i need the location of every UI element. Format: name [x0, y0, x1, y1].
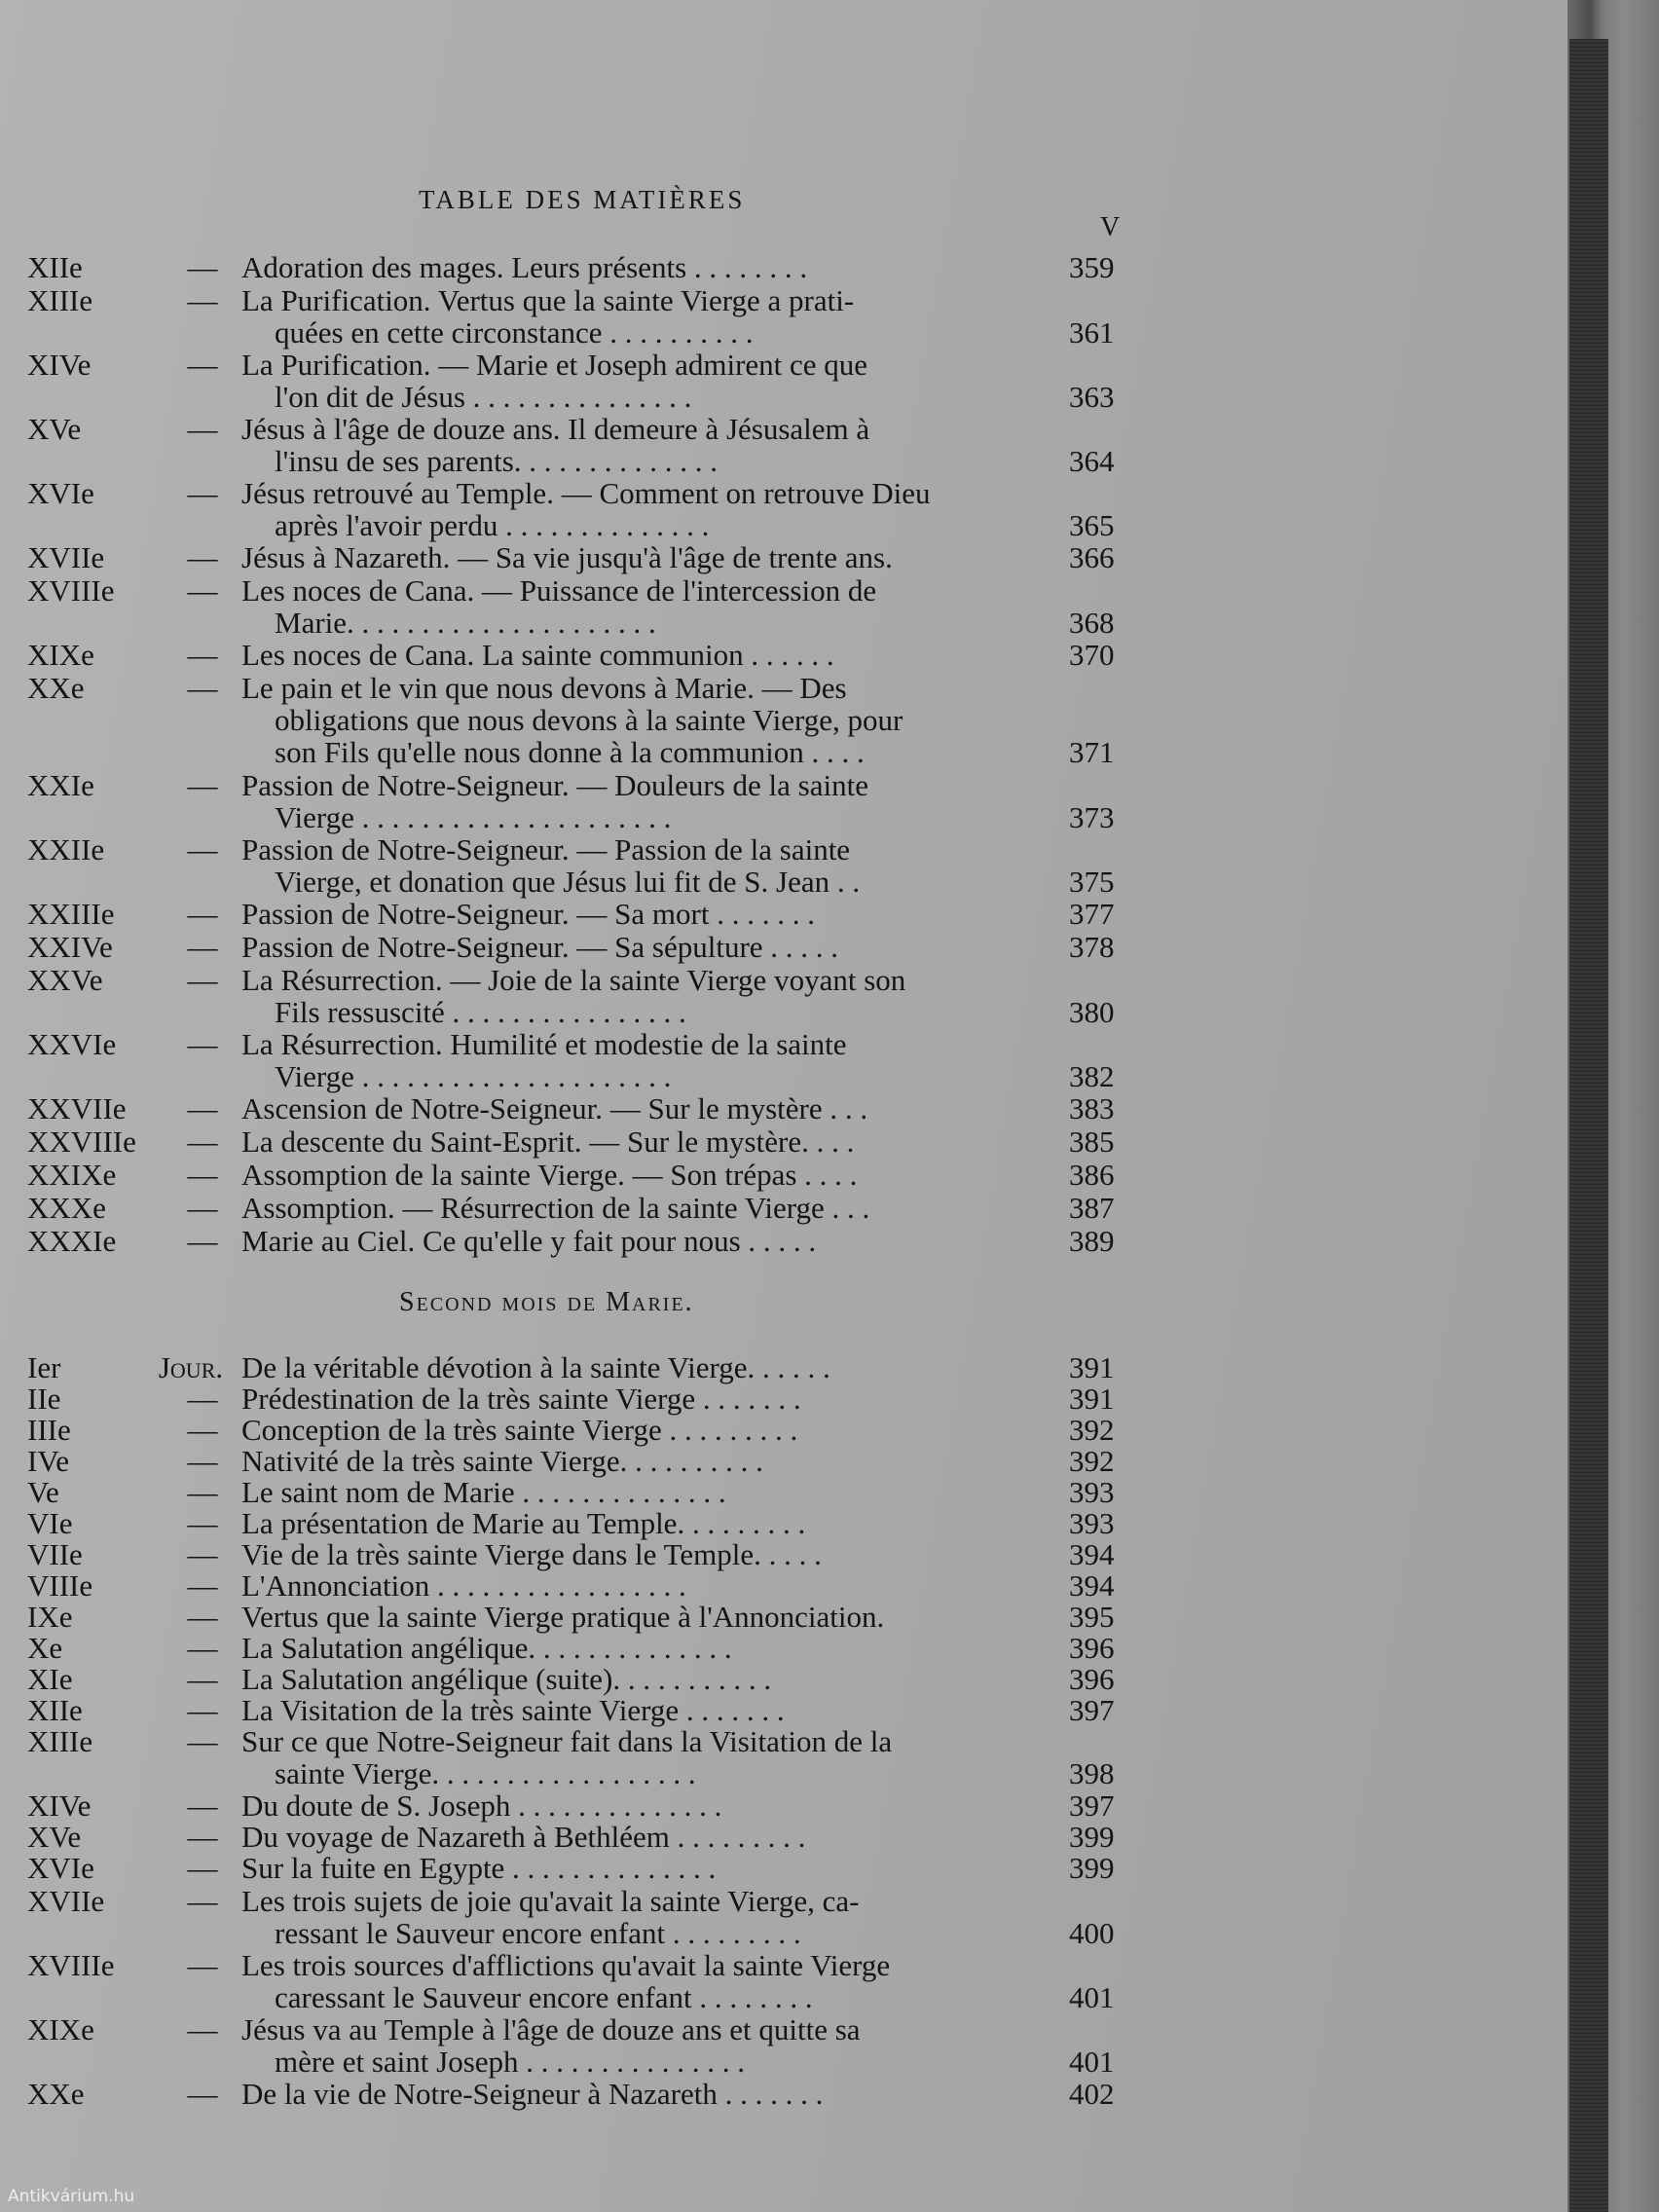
entry-text-line: De la véritable dévotion à la sainte Vierge. . . . . . — [241, 1350, 830, 1384]
toc-entry — [0, 1192, 1149, 1224]
entry-text-line: Passion de Notre-Seigneur. — Sa sépulture . . . . . — [241, 930, 839, 964]
watermark: Antikvárium.hu — [8, 2187, 135, 2206]
entry-dash: — — [187, 573, 218, 608]
entry-number: VIe — [27, 1506, 73, 1540]
entry-text-line: Marie. . . . . . . . . . . . . . . . . . . . . — [275, 606, 656, 640]
entry-text-line: quées en cette circonstance . . . . . . . . . . — [275, 315, 754, 350]
entry-number: XVIIe — [27, 540, 105, 574]
entry-number: XIIe — [27, 1693, 83, 1727]
entry-text-line: La Purification. Vertus que la sainte Vierge a prati- — [241, 283, 855, 317]
entry-text-line: Assomption de la sainte Vierge. — Son trépas . . . . — [241, 1158, 858, 1192]
entry-page-number: 401 — [1069, 1980, 1115, 2014]
entry-number: VIIIe — [27, 1568, 93, 1603]
entry-page-number: 385 — [1069, 1124, 1115, 1159]
toc-entry — [0, 574, 1149, 639]
toc-entry — [0, 1476, 1149, 1508]
entry-page-number: 398 — [1069, 1756, 1115, 1790]
toc-entry — [0, 639, 1149, 671]
entry-text-line: caressant le Sauveur encore enfant . . . . . . . . — [275, 1980, 813, 2014]
entry-page-number: 366 — [1069, 540, 1115, 574]
entry-text-line: Vertus que la sainte Vierge pratique à l'Annonciation. — [241, 1600, 885, 1634]
entry-number: XIIIe — [27, 283, 93, 317]
toc-entry — [0, 1601, 1149, 1633]
entry-page-number: 382 — [1069, 1059, 1115, 1093]
toc-entry — [0, 1949, 1149, 2013]
entry-number: Xe — [27, 1631, 63, 1665]
entry-text-line: Les trois sources d'afflictions qu'avait la sainte Vierge — [241, 1948, 891, 1982]
toc-entry — [0, 541, 1149, 573]
book-binding-cloth — [1569, 39, 1608, 2212]
entry-number: XXIIe — [27, 832, 105, 866]
entry-page-number: 391 — [1069, 1350, 1115, 1384]
entry-dash: — — [187, 638, 218, 672]
entry-page-number: 396 — [1069, 1662, 1115, 1696]
entry-number: XXIVe — [27, 930, 113, 964]
entry-page-number: 368 — [1069, 606, 1115, 640]
entry-text-line: Marie au Ciel. Ce qu'elle y fait pour nous . . . . . — [241, 1224, 817, 1258]
entry-text-line: Passion de Notre-Seigneur. — Sa mort . . . . . . . — [241, 897, 815, 931]
entry-text-line: Vie de la très sainte Vierge dans le Temple. . . . . — [241, 1537, 822, 1571]
entry-dash: — — [187, 2077, 218, 2111]
entry-number: XXe — [27, 2077, 85, 2111]
toc-entry — [0, 931, 1149, 963]
entry-page-number: 370 — [1069, 638, 1115, 672]
entry-dash: — — [187, 1631, 218, 1665]
entry-number: XIIe — [27, 250, 83, 284]
entry-text-line: La Salutation angélique. . . . . . . . . . . . . . — [241, 1631, 732, 1665]
entry-dash: — — [187, 1600, 218, 1634]
toc-entry — [0, 1789, 1149, 1822]
page-folio: V — [1100, 212, 1121, 242]
entry-number: XXXIe — [27, 1224, 117, 1258]
toc-entry — [0, 1821, 1149, 1853]
entry-number: XXVIIe — [27, 1091, 127, 1125]
toc-entry — [0, 349, 1149, 413]
toc-entry — [0, 1852, 1149, 1884]
entry-text-line: La Résurrection. — Joie de la sainte Vierge voyant son — [241, 963, 906, 997]
entry-page-number: 392 — [1069, 1413, 1115, 1447]
toc-entry — [0, 1382, 1149, 1415]
entry-dash: — — [187, 1884, 218, 1918]
entry-dash: — — [187, 930, 218, 964]
toc-entry — [0, 477, 1149, 541]
entry-number: VIIe — [27, 1537, 83, 1571]
entry-dash: — — [187, 540, 218, 574]
entry-dash: — — [187, 1158, 218, 1192]
entry-dash: — — [187, 283, 218, 317]
entry-page-number: 393 — [1069, 1506, 1115, 1540]
entry-text-line: La Salutation angélique (suite). . . . . . . . . . . — [241, 1662, 772, 1696]
entry-page-number: 377 — [1069, 897, 1115, 931]
entry-number: XVe — [27, 1820, 82, 1854]
toc-entry — [0, 1725, 1149, 1789]
entry-text-line: Vierge . . . . . . . . . . . . . . . . . . . . . — [275, 1059, 672, 1093]
toc-entry — [0, 1414, 1149, 1446]
entry-page-number: 389 — [1069, 1224, 1115, 1258]
entry-dash: — — [187, 1091, 218, 1125]
entry-dash: — — [187, 963, 218, 997]
entry-number: XIIIe — [27, 1724, 93, 1758]
entry-dash: — — [187, 1851, 218, 1885]
toc-entry — [0, 1885, 1149, 1949]
entry-page-number: 383 — [1069, 1091, 1115, 1125]
entry-page-number: 380 — [1069, 995, 1115, 1029]
toc-entry — [0, 898, 1149, 930]
entry-dash: — — [187, 832, 218, 866]
entry-number: XIe — [27, 1662, 73, 1696]
entry-text-line: son Fils qu'elle nous donne à la communion . . . . — [275, 735, 865, 769]
entry-number: XXIXe — [27, 1158, 117, 1192]
entry-number: XXe — [27, 671, 85, 705]
entry-text-line: La Visitation de la très sainte Vierge . . . . . . . — [241, 1693, 785, 1727]
toc-entry — [0, 2013, 1149, 2078]
entry-dash: — — [187, 1382, 218, 1416]
entry-number: IIIe — [27, 1413, 71, 1447]
entry-text-line: Les noces de Cana. — Puissance de l'intercession de — [241, 573, 877, 608]
entry-page-number: 375 — [1069, 865, 1115, 899]
entry-dash: — — [187, 1693, 218, 1727]
entry-page-number: 391 — [1069, 1382, 1115, 1416]
toc-entry — [0, 1694, 1149, 1726]
toc-entry — [0, 964, 1149, 1028]
entry-text-line: Ascension de Notre-Seigneur. — Sur le mystère . . . — [241, 1091, 868, 1125]
entry-dash: — — [187, 1191, 218, 1225]
entry-number: XIXe — [27, 638, 94, 672]
entry-text-line: Adoration des mages. Leurs présents . . . . . . . . — [241, 250, 808, 284]
entry-page-number: 394 — [1069, 1537, 1115, 1571]
entry-text-line: obligations que nous devons à la sainte Vierge, pour — [275, 703, 903, 737]
entry-text-line: L'Annonciation . . . . . . . . . . . . . . . . . — [241, 1568, 686, 1603]
entry-dash: — — [187, 1124, 218, 1159]
entry-dash: — — [187, 1224, 218, 1258]
entry-text-line: Les noces de Cana. La sainte communion . . . . . . — [241, 638, 834, 672]
entry-text-line: Le pain et le vin que nous devons à Marie. — Des — [241, 671, 847, 705]
toc-entry — [0, 1351, 1149, 1383]
toc-entry — [0, 672, 1149, 768]
entry-dash: Jour. — [158, 1350, 224, 1384]
entry-number: XVIIe — [27, 1884, 105, 1918]
toc-entry — [0, 1632, 1149, 1664]
entry-page-number: 361 — [1069, 315, 1115, 350]
entry-number: XXVe — [27, 963, 103, 997]
entry-number: XVIe — [27, 476, 94, 510]
entry-number: XXIIIe — [27, 897, 115, 931]
entry-page-number: 364 — [1069, 444, 1115, 478]
entry-number: XXVIIIe — [27, 1124, 136, 1159]
entry-text-line: Vierge, et donation que Jésus lui fit de S. Jean . . — [275, 865, 861, 899]
entry-dash: — — [187, 1475, 218, 1509]
entry-dash: — — [187, 348, 218, 382]
entry-number: XVIe — [27, 1851, 94, 1885]
entry-text-line: Les trois sujets de joie qu'avait la sainte Vierge, ca- — [241, 1884, 860, 1918]
entry-page-number: 378 — [1069, 930, 1115, 964]
entry-number: XIVe — [27, 348, 92, 382]
entry-dash: — — [187, 412, 218, 446]
entry-page-number: 394 — [1069, 1568, 1115, 1603]
entry-text-line: Assomption. — Résurrection de la sainte Vierge . . . — [241, 1191, 870, 1225]
entry-dash: — — [187, 768, 218, 802]
toc-entry — [0, 1092, 1149, 1124]
entry-text-line: Jésus à Nazareth. — Sa vie jusqu'à l'âge de trente ans. — [241, 540, 893, 574]
entry-text-line: Sur ce que Notre-Seigneur fait dans la Visitation de la — [241, 1724, 893, 1758]
entry-page-number: 365 — [1069, 508, 1115, 542]
entry-text-line: Conception de la très sainte Vierge . . . . . . . . . — [241, 1413, 798, 1447]
toc-entry — [0, 1028, 1149, 1092]
toc-entry — [0, 251, 1149, 283]
entry-dash: — — [187, 1444, 218, 1478]
toc-entry — [0, 769, 1149, 833]
entry-page-number: 401 — [1069, 2045, 1115, 2079]
toc-entry — [0, 1507, 1149, 1539]
entry-dash: — — [187, 1027, 218, 1061]
entry-page-number: 387 — [1069, 1191, 1115, 1225]
entry-dash: — — [187, 671, 218, 705]
entry-text-line: Jésus va au Temple à l'âge de douze ans et quitte sa — [241, 2012, 861, 2046]
entry-dash: — — [187, 1662, 218, 1696]
entry-dash: — — [187, 250, 218, 284]
entry-page-number: 395 — [1069, 1600, 1115, 1634]
entry-page-number: 399 — [1069, 1820, 1115, 1854]
entry-text-line: Prédestination de la très sainte Vierge . . . . . . . — [241, 1382, 801, 1416]
entry-number: XVIIIe — [27, 1948, 115, 1982]
entry-text-line: Du doute de S. Joseph . . . . . . . . . . . . . . — [241, 1788, 722, 1823]
entry-text-line: Jésus à l'âge de douze ans. Il demeure à Jésusalem à — [241, 412, 870, 446]
entry-number: XIVe — [27, 1788, 92, 1823]
entry-page-number: 397 — [1069, 1788, 1115, 1823]
entry-text-line: Vierge . . . . . . . . . . . . . . . . . . . . . — [275, 800, 672, 834]
entry-dash: — — [187, 897, 218, 931]
entry-page-number: 359 — [1069, 250, 1115, 284]
entry-number: Ve — [27, 1475, 59, 1509]
entry-dash: — — [187, 1537, 218, 1571]
entry-text-line: Du voyage de Nazareth à Bethléem . . . . . . . . . — [241, 1820, 806, 1854]
section-title: Second mois de Marie. — [399, 1287, 694, 1317]
entry-number: Ier — [27, 1350, 61, 1384]
entry-number: XXVIe — [27, 1027, 117, 1061]
entry-text-line: l'on dit de Jésus . . . . . . . . . . . . . . . — [275, 380, 692, 414]
entry-page-number: 386 — [1069, 1158, 1115, 1192]
entry-page-number: 371 — [1069, 735, 1115, 769]
entry-text-line: l'insu de ses parents. . . . . . . . . . . . . . — [275, 444, 719, 478]
entry-number: XXXe — [27, 1191, 106, 1225]
entry-text-line: La descente du Saint-Esprit. — Sur le mystère. . . . — [241, 1124, 855, 1159]
entry-dash: — — [187, 1820, 218, 1854]
entry-number: XVe — [27, 412, 82, 446]
entry-page-number: 396 — [1069, 1631, 1115, 1665]
entry-dash: — — [187, 2012, 218, 2046]
entry-page-number: 363 — [1069, 380, 1115, 414]
entry-dash: — — [187, 1413, 218, 1447]
entry-number: IXe — [27, 1600, 73, 1634]
toc-entry — [0, 413, 1149, 477]
entry-text-line: La Purification. — Marie et Joseph admirent ce que — [241, 348, 868, 382]
entry-dash: — — [187, 476, 218, 510]
entry-dash: — — [187, 1788, 218, 1823]
toc-entry — [0, 1445, 1149, 1477]
entry-page-number: 400 — [1069, 1916, 1115, 1950]
toc-entry — [0, 1538, 1149, 1570]
toc-entry — [0, 1225, 1149, 1257]
entry-text-line: La présentation de Marie au Temple. . . . . . . . . — [241, 1506, 806, 1540]
entry-text-line: Jésus retrouvé au Temple. — Comment on retrouve Dieu — [241, 476, 931, 510]
entry-page-number: 402 — [1069, 2077, 1115, 2111]
running-head: TABLE DES MATIÈRES — [419, 185, 746, 214]
toc-entry — [0, 1125, 1149, 1158]
entry-text-line: Passion de Notre-Seigneur. — Passion de la sainte — [241, 832, 851, 866]
entry-page-number: 397 — [1069, 1693, 1115, 1727]
entry-dash: — — [187, 1568, 218, 1603]
entry-text-line: La Résurrection. Humilité et modestie de la sainte — [241, 1027, 847, 1061]
entry-text-line: Sur la fuite en Egypte . . . . . . . . . . . . . . — [241, 1851, 717, 1885]
entry-dash: — — [187, 1724, 218, 1758]
entry-page-number: 392 — [1069, 1444, 1115, 1478]
toc-entry — [0, 1569, 1149, 1602]
entry-text-line: Fils ressuscité . . . . . . . . . . . . . . . . — [275, 995, 686, 1029]
entry-text-line: Passion de Notre-Seigneur. — Douleurs de la sainte — [241, 768, 868, 802]
entry-number: XVIIIe — [27, 573, 115, 608]
entry-text-line: Nativité de la très sainte Vierge. . . . . . . . . . — [241, 1444, 763, 1478]
toc-entry — [0, 833, 1149, 898]
entry-text-line: après l'avoir perdu . . . . . . . . . . . . . . — [275, 508, 710, 542]
entry-dash: — — [187, 1948, 218, 1982]
entry-text-line: Le saint nom de Marie . . . . . . . . . . . . . . — [241, 1475, 726, 1509]
entry-text-line: De la vie de Notre-Seigneur à Nazareth . . . . . . . — [241, 2077, 824, 2111]
entry-number: IIe — [27, 1382, 61, 1416]
toc-entry — [0, 1663, 1149, 1695]
entry-text-line: sainte Vierge. . . . . . . . . . . . . . . . . . — [275, 1756, 696, 1790]
entry-page-number: 399 — [1069, 1851, 1115, 1885]
entry-text-line: ressant le Sauveur encore enfant . . . . . . . . . — [275, 1916, 801, 1950]
entry-number: XXIe — [27, 768, 94, 802]
toc-entry — [0, 1159, 1149, 1191]
entry-number: XIXe — [27, 2012, 94, 2046]
entry-page-number: 373 — [1069, 800, 1115, 834]
entry-number: IVe — [27, 1444, 70, 1478]
entry-dash: — — [187, 1506, 218, 1540]
entry-page-number: 393 — [1069, 1475, 1115, 1509]
entry-text-line: mère et saint Joseph . . . . . . . . . . . . . . . — [275, 2045, 746, 2079]
toc-entry — [0, 2078, 1149, 2110]
toc-entry — [0, 284, 1149, 349]
